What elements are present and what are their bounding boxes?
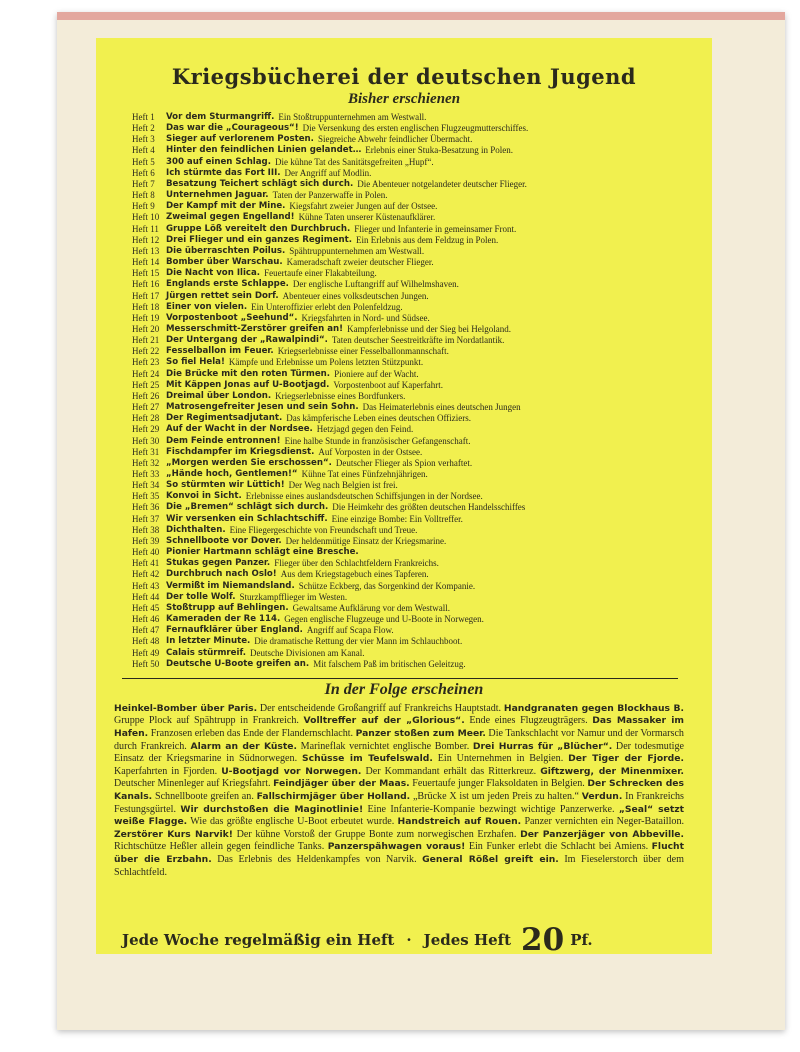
issue-title: Fesselballon im Feuer. bbox=[166, 346, 274, 357]
issue-number: Heft 5 bbox=[132, 156, 155, 167]
section-heading-upcoming: In der Folge erscheinen bbox=[324, 680, 484, 698]
issue-row bbox=[132, 402, 682, 413]
issue-description: Die kühne Tat des Sanitätsgefreiten „Hupf“. bbox=[274, 156, 434, 167]
issue-number: Heft 6 bbox=[132, 167, 155, 178]
issue-row bbox=[132, 145, 682, 156]
issue-title: Fischdampfer im Kriegsdienst. bbox=[166, 446, 315, 457]
issue-description: Das Heimaterlebnis eines deutschen Jungen bbox=[362, 402, 521, 413]
issue-row bbox=[132, 547, 682, 558]
upcoming-description: Eine Infanterie-Kompanie bezwingt wichtige Panzerwerke. bbox=[367, 803, 615, 815]
issue-number: Heft 37 bbox=[132, 513, 160, 524]
issue-title: Der Regimentsadjutant. bbox=[166, 413, 283, 424]
issue-number: Heft 3 bbox=[132, 134, 155, 145]
issue-row bbox=[132, 648, 682, 659]
issue-description: Siegreiche Abwehr feindlicher Übermacht. bbox=[317, 134, 473, 145]
issue-number: Heft 34 bbox=[132, 480, 160, 491]
issue-row bbox=[132, 413, 682, 424]
issue-title: Deutsche U-Boote greifen an. bbox=[166, 658, 310, 669]
upcoming-title: Handgranaten gegen Blockhaus B. bbox=[503, 702, 684, 714]
issue-row bbox=[132, 525, 682, 536]
upcoming-title: Der Schrecken des Kanals. bbox=[114, 778, 684, 802]
issue-row bbox=[132, 224, 682, 235]
issue-description: Die Versenkung des ersten englischen Flugzeugmutterschiffes. bbox=[302, 123, 529, 134]
footer-currency: Pf. bbox=[570, 931, 593, 949]
issue-title: „Hände hoch, Gentlemen!“ bbox=[166, 469, 298, 479]
issue-title: Vorpostenboot „Seehund“. bbox=[166, 312, 298, 323]
issue-row bbox=[132, 480, 682, 491]
issue-row bbox=[132, 514, 682, 525]
issue-row bbox=[132, 569, 682, 580]
issue-title: In letzter Minute. bbox=[166, 636, 251, 647]
issue-title: 300 auf einen Schlag. bbox=[166, 156, 271, 167]
upcoming-description: Schnellboote greifen an. bbox=[154, 790, 254, 802]
issue-number: Heft 42 bbox=[132, 569, 160, 580]
upcoming-description: Ein Unternehmen in Belgien. bbox=[437, 753, 564, 765]
upcoming-title: Flucht über die Erzbahn. bbox=[114, 841, 684, 865]
issue-title: Die Brücke mit den roten Türmen. bbox=[166, 368, 331, 379]
issue-title: Calais stürmreif. bbox=[166, 647, 246, 658]
issue-description: Taten deutscher Seestreitkräfte im Nordatlantik. bbox=[331, 335, 505, 346]
upcoming-description: Feuertaufe junger Flaksoldaten in Belgien. bbox=[412, 778, 585, 790]
issue-number: Heft 31 bbox=[132, 446, 160, 457]
upcoming-description: Kaperfahrten in Fjorden. bbox=[114, 765, 218, 777]
issue-row bbox=[132, 458, 682, 469]
issue-row bbox=[132, 134, 682, 145]
issue-description: Erlebnisse eines auslandsdeutschen Schiffsjungen in der Nordsee. bbox=[245, 491, 483, 502]
issue-title: Durchbruch nach Oslo! bbox=[166, 569, 277, 580]
issue-number: Heft 12 bbox=[132, 234, 160, 245]
upcoming-description: In Frankreichs Festungsgürtel. bbox=[114, 790, 684, 815]
issue-row bbox=[132, 201, 682, 212]
issue-title: Zweimal gegen Engelland! bbox=[166, 212, 295, 223]
issue-row bbox=[132, 592, 682, 603]
upcoming-title: Schüsse im Teufelswald. bbox=[302, 753, 433, 765]
issue-number: Heft 44 bbox=[132, 591, 160, 602]
issue-title: Dem Feinde entronnen! bbox=[166, 435, 281, 446]
upcoming-title: Handstreich auf Rouen. bbox=[397, 816, 522, 828]
issue-number: Heft 23 bbox=[132, 357, 160, 368]
issue-description: Abenteuer eines volksdeutschen Jungen. bbox=[282, 290, 429, 301]
issue-description: Kriegserlebnisse einer Fesselballonmannschaft. bbox=[277, 346, 449, 357]
issue-number: Heft 28 bbox=[132, 413, 160, 424]
issue-row bbox=[132, 335, 682, 346]
upcoming-description: Der Kommandant erhält das Ritterkreuz. bbox=[365, 765, 537, 777]
issue-description: Aus dem Kriegstagebuch eines Tapferen. bbox=[280, 569, 429, 580]
issue-row bbox=[132, 179, 682, 190]
issue-row bbox=[132, 112, 682, 123]
issue-title: Sieger auf verlorenem Posten. bbox=[166, 134, 314, 145]
upcoming-title: „Seal“ setzt weiße Flagge. bbox=[114, 803, 685, 828]
issue-number: Heft 43 bbox=[132, 580, 160, 591]
issue-description: Vorpostenboot auf Kaperfahrt. bbox=[333, 379, 443, 390]
issue-title: Matrosengefreiter Jesen und sein Sohn. bbox=[166, 402, 359, 413]
upcoming-description: Ende eines Flugzeugträgers. bbox=[469, 715, 588, 727]
issue-number: Heft 1 bbox=[132, 112, 155, 122]
issue-title: Besatzung Teichert schlägt sich durch. bbox=[166, 178, 354, 189]
issue-row bbox=[132, 212, 682, 223]
issue-number: Heft 46 bbox=[132, 614, 160, 625]
issue-description: Gewaltsame Aufklärung vor dem Westwall. bbox=[292, 602, 450, 613]
issue-row bbox=[132, 123, 682, 134]
issue-description: Der heldenmütige Einsatz der Kriegsmarine. bbox=[285, 535, 447, 546]
footer-slogan bbox=[122, 922, 687, 958]
issue-title: Auf der Wacht in der Nordsee. bbox=[166, 424, 313, 435]
issue-row bbox=[132, 469, 682, 480]
issue-row bbox=[132, 257, 682, 268]
issue-title: Vor dem Sturmangriff. bbox=[166, 112, 275, 122]
issue-description: Deutscher Flieger als Spion verhaftet. bbox=[335, 457, 473, 468]
issue-title: Der Untergang der „Rawalpindi“. bbox=[166, 335, 328, 346]
issue-title: Wir versenken ein Schlachtschiff. bbox=[166, 513, 328, 524]
page-title: Kriegsbücherei der deutschen Jugend bbox=[171, 64, 637, 89]
issue-row bbox=[132, 380, 682, 391]
upcoming-title: Alarm an der Küste. bbox=[190, 740, 298, 752]
upcoming-description: Der todesmutige Einsatz der Kriegsmarine in Südnorwegen. bbox=[114, 740, 684, 765]
issue-description: Das kämpferische Leben eines deutschen Offiziers. bbox=[286, 413, 472, 424]
issue-number: Heft 39 bbox=[132, 535, 160, 546]
issue-number: Heft 32 bbox=[132, 457, 160, 468]
upcoming-description: Richtschütze Heßler allein gegen feindliche Tanks. bbox=[114, 841, 325, 853]
issue-list bbox=[132, 112, 682, 670]
issue-title: Konvoi in Sicht. bbox=[166, 491, 242, 502]
issue-number: Heft 49 bbox=[132, 647, 160, 658]
issue-number: Heft 10 bbox=[132, 212, 160, 223]
issue-description: Der Weg nach Belgien ist frei. bbox=[288, 480, 398, 491]
upcoming-title: Giftzwerg, der Minenmixer. bbox=[540, 765, 684, 777]
issue-description: Die dramatische Rettung der vier Mann im Schlauchboot. bbox=[254, 636, 463, 647]
issue-number: Heft 18 bbox=[132, 301, 160, 312]
issue-row bbox=[132, 357, 682, 368]
issue-row bbox=[132, 614, 682, 625]
issue-row bbox=[132, 235, 682, 246]
issue-number: Heft 40 bbox=[132, 547, 160, 558]
issue-number: Heft 35 bbox=[132, 491, 160, 502]
upcoming-title: Verdun. bbox=[581, 790, 623, 802]
issue-number: Heft 20 bbox=[132, 323, 160, 334]
upcoming-description: Der kühne Vorstoß der Gruppe Bonte zum norwegischen Erzhafen. bbox=[236, 828, 517, 840]
upcoming-description: Die Tankschlacht vor Namur und der Vormarsch durch Frankreich. bbox=[114, 728, 684, 752]
issue-description: Flieger über den Schlachtfeldern Frankreichs. bbox=[274, 558, 439, 569]
upcoming-description: Deutscher Minenleger auf Kriegsfahrt. bbox=[114, 778, 271, 790]
issue-number: Heft 19 bbox=[132, 312, 160, 323]
upcoming-title: Der Panzerjäger von Abbeville. bbox=[520, 828, 684, 840]
divider bbox=[122, 678, 678, 679]
issue-row bbox=[132, 157, 682, 168]
issue-description: Eine Fliegergeschichte von Freundschaft und Treue. bbox=[229, 524, 418, 535]
upcoming-description: Franzosen erleben das Ende der Flandernschlacht. bbox=[150, 728, 354, 739]
issue-number: Heft 50 bbox=[132, 658, 160, 669]
upcoming-description: Gruppe Plock auf Spähtrupp in Frankreich. bbox=[114, 715, 299, 727]
issue-row bbox=[132, 324, 682, 335]
upcoming-description: Panzer vernichten ein Neger-Bataillon. bbox=[524, 816, 685, 828]
issue-row bbox=[132, 168, 682, 179]
issue-title: Drei Flieger und ein ganzes Regiment. bbox=[166, 234, 353, 245]
issue-title: So fiel Hela! bbox=[166, 357, 225, 368]
upcoming-description: Der entscheidende Großangriff auf Frankreichs Hauptstadt. bbox=[259, 702, 502, 714]
upcoming-title: Drei Hurras für „Blücher“. bbox=[472, 740, 613, 752]
issue-description: Sturzkampfflieger im Westen. bbox=[239, 591, 348, 602]
issue-description: Die Heimkehr des größten deutschen Handelsschiffes bbox=[332, 502, 526, 513]
yellow-panel bbox=[96, 38, 712, 958]
issue-description: Kampferlebnisse und der Sieg bei Helgoland. bbox=[347, 323, 512, 334]
issue-row bbox=[132, 447, 682, 458]
issue-row bbox=[132, 291, 682, 302]
section-heading-published: Bisher erschienen bbox=[347, 91, 461, 107]
issue-number: Heft 25 bbox=[132, 379, 160, 390]
upcoming-description: Ein Funker erlebt die Schlacht bei Amiens. bbox=[468, 841, 649, 853]
issue-description: Ein Erlebnis aus dem Feldzug in Polen. bbox=[356, 234, 499, 245]
issue-title: „Morgen werden Sie erschossen“. bbox=[166, 457, 332, 468]
issue-number: Heft 41 bbox=[132, 558, 160, 569]
issue-row bbox=[132, 491, 682, 502]
issue-description: Kameradschaft zweier deutscher Flieger. bbox=[286, 257, 434, 268]
issue-description: Ein Stoßtruppunternehmen am Westwall. bbox=[278, 112, 427, 122]
issue-description: Auf Vorposten in der Ostsee. bbox=[318, 446, 423, 457]
issue-description: Taten der Panzerwaffe in Polen. bbox=[272, 190, 388, 201]
issue-row bbox=[132, 436, 682, 447]
issue-row bbox=[132, 313, 682, 324]
issue-row bbox=[132, 502, 682, 513]
issue-number: Heft 8 bbox=[132, 190, 155, 201]
issue-row bbox=[132, 246, 682, 257]
issue-number: Heft 24 bbox=[132, 368, 160, 379]
upcoming-title: U-Bootjagd vor Norwegen. bbox=[221, 765, 362, 777]
issue-title: So stürmten wir Lüttich! bbox=[166, 480, 285, 491]
issue-number: Heft 33 bbox=[132, 469, 160, 479]
issue-number: Heft 4 bbox=[132, 145, 155, 156]
issue-title: Jürgen rettet sein Dorf. bbox=[166, 290, 279, 301]
issue-number: Heft 47 bbox=[132, 625, 160, 636]
issue-title: Ich stürmte das Fort III. bbox=[166, 167, 281, 178]
issue-number: Heft 14 bbox=[132, 257, 160, 268]
issue-description: Kriegsfahrten in Nord- und Südsee. bbox=[301, 312, 430, 323]
issue-title: Pionier Hartmann schlägt eine Bresche. bbox=[166, 547, 359, 558]
issue-number: Heft 22 bbox=[132, 346, 160, 357]
issue-description: Kühne Tat eines Fünfzehnjährigen. bbox=[301, 469, 428, 479]
issue-row bbox=[132, 659, 682, 670]
issue-title: Vermißt im Niemandsland. bbox=[166, 580, 295, 591]
issue-number: Heft 17 bbox=[132, 290, 160, 301]
upcoming-title: Feindjäger über der Maas. bbox=[273, 778, 410, 790]
issue-number: Heft 7 bbox=[132, 178, 155, 189]
issue-row bbox=[132, 625, 682, 636]
issue-row bbox=[132, 391, 682, 402]
issue-number: Heft 13 bbox=[132, 245, 160, 256]
issue-row bbox=[132, 636, 682, 647]
issue-number: Heft 26 bbox=[132, 390, 160, 401]
issue-row bbox=[132, 190, 682, 201]
issue-description: Die Abenteuer notgelandeter deutscher Flieger. bbox=[357, 178, 527, 189]
issue-row bbox=[132, 346, 682, 357]
panel-content bbox=[114, 54, 694, 958]
upcoming-title: General Rößel greift ein. bbox=[422, 853, 559, 865]
issue-title: Dreimal über London. bbox=[166, 390, 272, 401]
issue-row bbox=[132, 268, 682, 279]
issue-number: Heft 9 bbox=[132, 201, 155, 212]
footer-price: 20 bbox=[521, 922, 565, 958]
issue-title: Einer von vielen. bbox=[166, 301, 248, 312]
upcoming-description: Wie das größte englische U-Boot erbeutet wurde. bbox=[190, 816, 395, 828]
issue-title: Schnellboote vor Dover. bbox=[166, 535, 282, 546]
issue-description: Flieger und Infanterie in gemeinsamer Front. bbox=[354, 223, 517, 234]
issue-number: Heft 15 bbox=[132, 268, 160, 279]
issue-number: Heft 45 bbox=[132, 602, 160, 613]
upcoming-title: Zerstörer Kurs Narvik! bbox=[114, 828, 233, 840]
footer-each-issue-text: Jedes Heft bbox=[423, 931, 512, 949]
issue-description: Der englische Luftangriff auf Wilhelmshaven. bbox=[292, 279, 459, 290]
issue-description: Hetzjagd gegen den Feind. bbox=[316, 424, 414, 435]
issue-title: Mit Käppen Jonas auf U-Bootjagd. bbox=[166, 379, 330, 390]
upcoming-titles-paragraph bbox=[114, 703, 684, 879]
issue-description: Kühne Taten unserer Küstenaufklärer. bbox=[298, 212, 436, 223]
issue-row bbox=[132, 603, 682, 614]
upcoming-title: Panzerspähwagen voraus! bbox=[327, 841, 466, 853]
issue-row bbox=[132, 302, 682, 313]
issue-title: Bomber über Warschau. bbox=[166, 257, 283, 268]
issue-row bbox=[132, 369, 682, 380]
issue-title: Fernaufklärer über England. bbox=[166, 625, 303, 636]
issue-description: Eine halbe Stunde in französischer Gefangenschaft. bbox=[284, 435, 471, 446]
issue-title: Die Nacht von Ilica. bbox=[166, 268, 261, 279]
issue-title: Der tolle Wolf. bbox=[166, 591, 236, 602]
issue-description: Feuertaufe einer Flakabteilung. bbox=[264, 268, 377, 279]
issue-description: Kiegsfahrt zweier Jungen auf der Ostsee. bbox=[289, 201, 438, 212]
issue-title: Gruppe Löß vereitelt den Durchbruch. bbox=[166, 223, 351, 234]
upcoming-title: Wir durchstoßen die Maginotlinie! bbox=[180, 803, 364, 815]
issue-number: Heft 36 bbox=[132, 502, 160, 513]
issue-description: Ein Unteroffizier erlebt den Polenfeldzug. bbox=[251, 301, 403, 312]
issue-number: Heft 21 bbox=[132, 335, 160, 346]
issue-number: Heft 30 bbox=[132, 435, 160, 446]
issue-title: Stukas gegen Panzer. bbox=[166, 558, 271, 569]
issue-description: Erlebnis einer Stuka-Besatzung in Polen. bbox=[365, 145, 514, 156]
issue-description: Mit falschem Paß im britischen Geleitzug. bbox=[313, 658, 466, 669]
upcoming-description: „Brücke X ist um jeden Preis zu halten.“ bbox=[412, 790, 580, 802]
issue-description: Kriegserlebnisse eines Bordfunkers. bbox=[275, 390, 406, 401]
issue-description: Spähtruppunternehmen am Westwall. bbox=[289, 245, 425, 256]
issue-title: Der Kampf mit der Mine. bbox=[166, 201, 286, 212]
issue-title: Die überraschten Poilus. bbox=[166, 245, 286, 256]
issue-title: Englands erste Schlappe. bbox=[166, 279, 289, 290]
issue-number: Heft 38 bbox=[132, 524, 160, 535]
issue-row bbox=[132, 424, 682, 435]
issue-title: Das war die „Courageous“! bbox=[166, 123, 299, 134]
upcoming-description: Das Erlebnis des Heldenkampfes von Narvik. bbox=[217, 853, 417, 865]
issue-description: Kämpfe und Erlebnisse um Polens letzten Stützpunkt. bbox=[228, 357, 424, 368]
issue-number: Heft 16 bbox=[132, 279, 160, 290]
issue-number: Heft 27 bbox=[132, 402, 160, 413]
upcoming-description: Im Fieselerstorch über dem Schlachtfeld. bbox=[114, 853, 684, 878]
issue-number: Heft 29 bbox=[132, 424, 160, 435]
footer-separator: · bbox=[406, 931, 412, 949]
issue-title: Unternehmen Jaguar. bbox=[166, 190, 269, 201]
issue-title: Dichthalten. bbox=[166, 524, 226, 535]
issue-row bbox=[132, 581, 682, 592]
pink-top-edge bbox=[57, 12, 785, 20]
upcoming-title: Der Tiger der Fjorde. bbox=[568, 753, 684, 765]
upcoming-description: Marineflak vernichtet englische Bomber. bbox=[300, 740, 470, 752]
issue-description: Der Angriff auf Modlin. bbox=[284, 167, 372, 178]
issue-title: Messerschmitt-Zerstörer greifen an! bbox=[166, 323, 344, 334]
issue-description: Angriff auf Scapa Flow. bbox=[306, 625, 394, 636]
issue-row bbox=[132, 279, 682, 290]
issue-title: Kameraden der Re 114. bbox=[166, 614, 281, 625]
upcoming-title: Das Massaker im Hafen. bbox=[114, 715, 684, 739]
issue-number: Heft 11 bbox=[132, 223, 159, 234]
upcoming-title: Fallschirmjäger über Holland. bbox=[256, 790, 411, 802]
issue-number: Heft 2 bbox=[132, 123, 155, 134]
issue-title: Stoßtrupp auf Behlingen. bbox=[166, 602, 289, 613]
issue-title: Die „Bremen“ schlägt sich durch. bbox=[166, 502, 329, 513]
footer-weekly-text: Jede Woche regelmäßig ein Heft bbox=[122, 931, 395, 949]
issue-description: Pioniere auf der Wacht. bbox=[334, 368, 419, 379]
issue-description: Gegen englische Flugzeuge und U-Boote in Norwegen. bbox=[284, 614, 484, 625]
upcoming-title: Heinkel-Bomber über Paris. bbox=[114, 702, 258, 714]
issue-description: Schütze Eckberg, das Sorgenkind der Kompanie. bbox=[298, 580, 476, 591]
issue-title: Hinter den feindlichen Linien gelandet… bbox=[166, 145, 362, 156]
issue-description: Eine einzige Bombe: Ein Volltreffer. bbox=[331, 513, 463, 524]
issue-number: Heft 48 bbox=[132, 636, 160, 647]
issue-description: Deutsche Divisionen am Kanal. bbox=[249, 647, 365, 658]
upcoming-title: Volltreffer auf der „Glorious“. bbox=[303, 715, 465, 727]
issue-row bbox=[132, 558, 682, 569]
upcoming-title: Panzer stoßen zum Meer. bbox=[355, 728, 486, 739]
issue-row bbox=[132, 536, 682, 547]
